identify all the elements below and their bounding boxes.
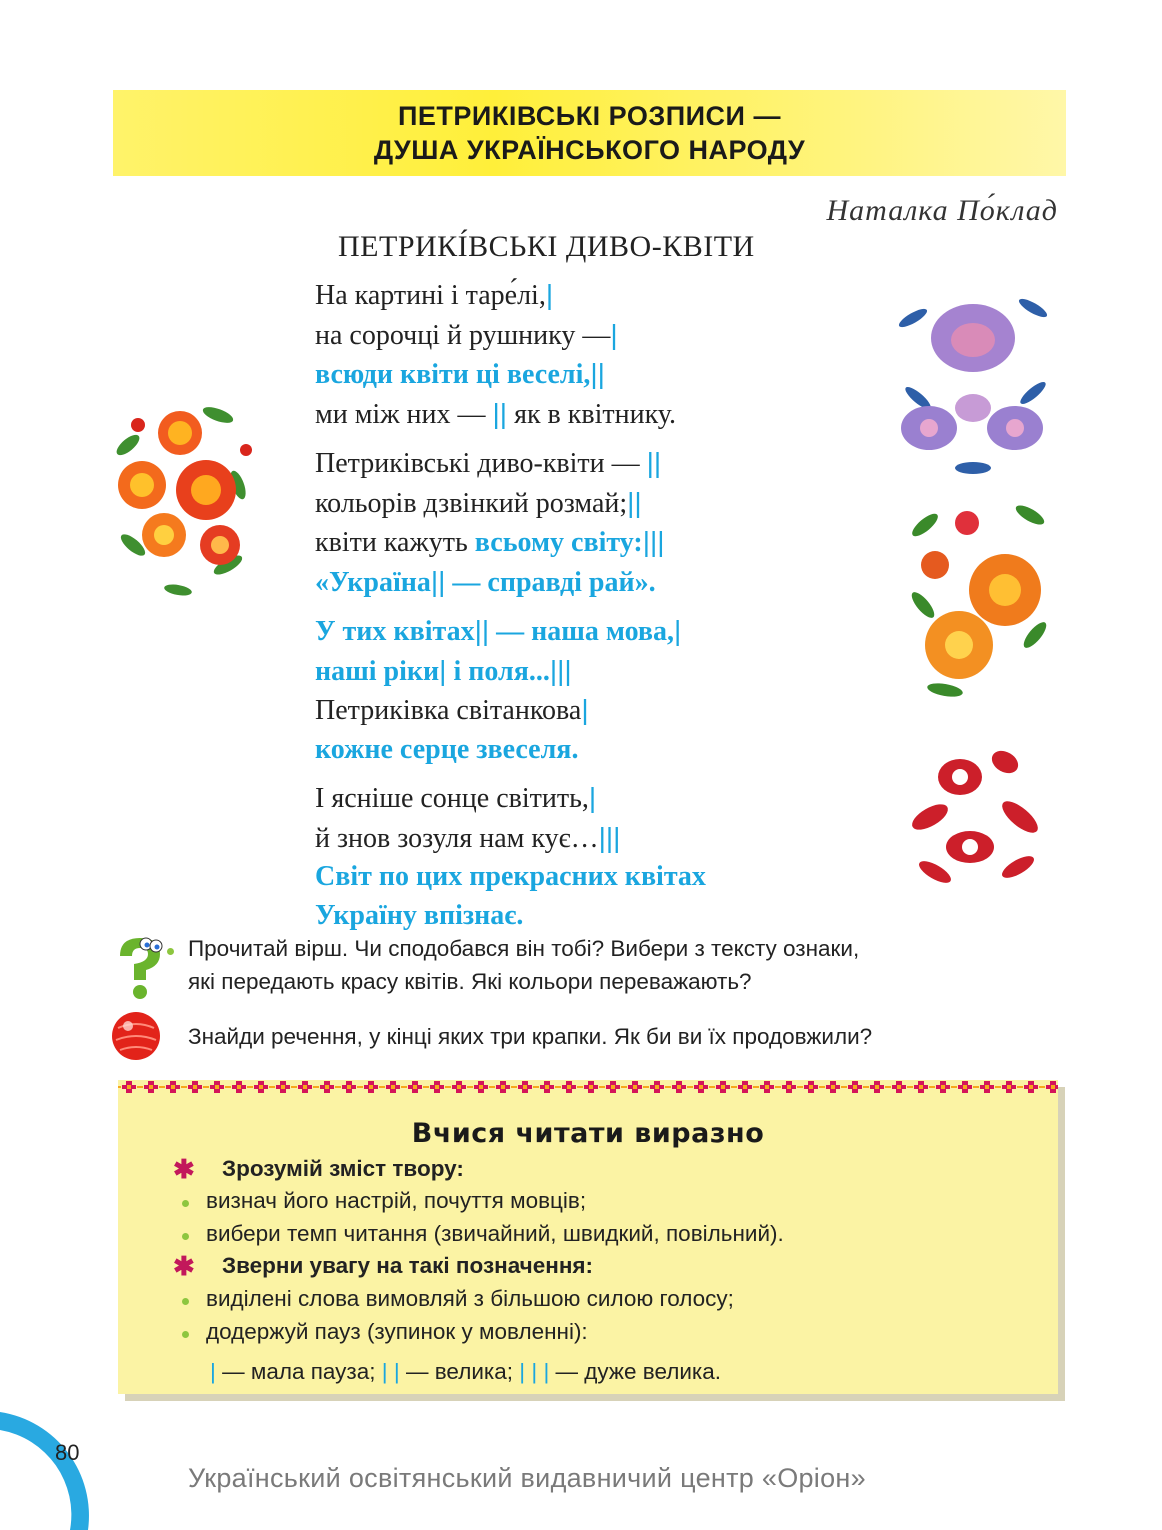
petrykivka-violet-flowers-illustration xyxy=(893,278,1055,483)
star-bullet-icon: ✱ xyxy=(173,1251,195,1281)
publisher-footer: Український освітянський видавничий центр «Оріон» xyxy=(188,1463,866,1493)
poem-line-highlighted: всюди квіти ці веселі,|| xyxy=(315,358,605,390)
tip-item: вибери темп читання (звичайний, швидкий, повільний). xyxy=(206,1221,784,1246)
big-pause-mark: | | xyxy=(381,1359,400,1384)
poem-line-highlighted: наші ріки| і поля...||| xyxy=(315,654,572,687)
pause-mark: | xyxy=(581,694,589,725)
poem-line: й знов зозуля нам кує…||| xyxy=(315,821,621,854)
pause-mark: || xyxy=(590,358,605,389)
poem-line: І ясніше сонце світить,| xyxy=(315,782,597,814)
poem-line-highlighted: кожне серце звеселя. xyxy=(315,733,579,765)
tip-item: додержуй пауз (зупинок у мовленні): xyxy=(206,1319,588,1344)
pause-legend: | — мала пауза; | | — велика; | | | — дуже велика. xyxy=(210,1359,722,1384)
petrykivka-orange-flowers-illustration xyxy=(108,395,256,607)
poem-line: кольорів дзвінкий розмай;|| xyxy=(315,486,642,519)
question-icon xyxy=(110,934,170,1000)
poem-line-highlighted: У тих квітах|| — наша мова,| xyxy=(315,615,682,647)
reading-tips-box xyxy=(118,1080,1058,1394)
poem-line-highlighted: «Україна|| — справді рай». xyxy=(315,565,656,598)
title-band xyxy=(113,90,1066,176)
petrykivka-red-flowers-illustration xyxy=(900,737,1055,897)
stanza-2 xyxy=(315,444,875,602)
tip-item: виділені слова вимовляй з більшою силою голосу; xyxy=(206,1286,734,1311)
pause-mark: || xyxy=(492,397,508,429)
pause-mark: || xyxy=(627,486,642,518)
petrykivka-orange-peony-illustration xyxy=(905,495,1053,707)
poem-line-highlighted: Україну впізнає. xyxy=(315,899,524,931)
small-pause-mark: | xyxy=(210,1359,216,1384)
pause-mark: | xyxy=(674,615,682,646)
list-bullet xyxy=(182,1200,189,1207)
list-bullet xyxy=(182,1331,189,1338)
poem-line: на сорочці й рушнику —| xyxy=(315,318,618,351)
pause-mark: || xyxy=(646,447,662,478)
stanza-4 xyxy=(315,779,875,935)
poem xyxy=(315,276,875,945)
poem-title: ПЕТРИКІ́ВСЬКІ ДИВО-КВІТИ xyxy=(338,230,755,263)
reading-tips-title: Вчися читати виразно xyxy=(411,1118,765,1149)
star-bullet-icon: ✱ xyxy=(173,1154,195,1184)
red-ball-icon xyxy=(110,1010,162,1062)
poem-line: ми між них — || як в квітнику. xyxy=(315,397,676,430)
task-1: Прочитай вірш. Чи сподобався він тобі? Вибери з тексту ознаки, які передають красу квітів. Які кольори переважають? xyxy=(188,936,860,994)
list-bullet xyxy=(182,1233,189,1240)
pause-mark: ||| xyxy=(549,654,572,686)
pause-mark: | xyxy=(610,318,618,350)
pause-mark: ||| xyxy=(642,526,665,557)
huge-pause-mark: | | | xyxy=(519,1359,550,1384)
pause-mark: | xyxy=(439,654,447,686)
task-bullet xyxy=(167,948,174,955)
page-number: 80 xyxy=(55,1440,80,1465)
poem-line: На картині і таре́лі,| xyxy=(315,279,554,311)
poem-line-highlighted: Світ по цих прекрасних квітах xyxy=(315,861,706,892)
poem-author: Наталка По́клад xyxy=(826,194,1058,227)
poem-line: квіти кажуть всьому світу:||| xyxy=(315,526,665,558)
task-2: Знайди речення, у кінці яких три крапки. Як би ви їх продовжили? xyxy=(188,1024,873,1049)
pause-mark: ||| xyxy=(598,821,621,853)
pause-mark: | xyxy=(588,782,597,813)
pause-mark: || xyxy=(474,615,490,646)
page-title-line-2: ДУША УКРАЇНСЬКОГО НАРОДУ xyxy=(373,135,806,165)
pause-mark: | xyxy=(545,279,554,310)
stanza-3 xyxy=(315,612,875,769)
tip-item: визнач його настрій, почуття мовців; xyxy=(206,1188,587,1213)
page-title-line-1: ПЕТРИКІВСЬКІ РОЗПИСИ — xyxy=(398,101,781,131)
page-corner-arc xyxy=(0,1408,120,1530)
stanza-1 xyxy=(315,276,875,434)
tips-heading-2: Зверни увагу на такі позначення: xyxy=(222,1253,594,1278)
pause-mark: || xyxy=(430,565,446,597)
embroidery-ornament xyxy=(118,1080,1058,1094)
list-bullet xyxy=(182,1298,189,1305)
poem-line: Петриківські диво-квіти — || xyxy=(315,447,662,479)
poem-line: Петриківка світанкова| xyxy=(315,694,589,726)
tips-heading-1: Зрозумій зміст твору: xyxy=(222,1156,464,1181)
